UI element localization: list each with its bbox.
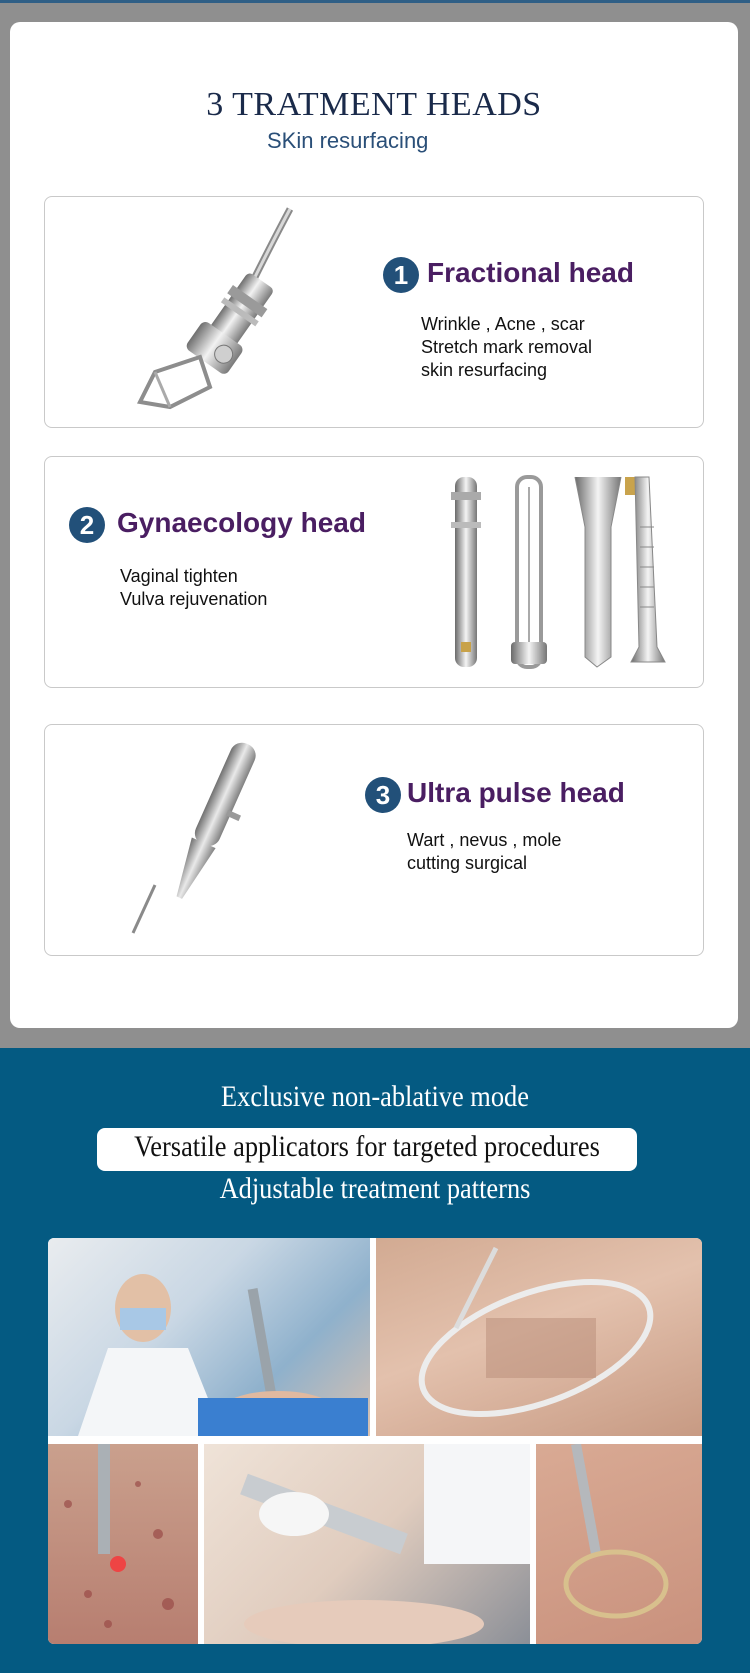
description-line: Vaginal tighten <box>120 566 238 586</box>
number-badge-3: 3 <box>365 777 401 813</box>
photo-gynaecology-procedure <box>204 1444 530 1644</box>
description-line: Stretch mark removal <box>421 337 593 357</box>
description-line: Vulva rejuvenation <box>120 589 268 609</box>
description-line: Wrinkle , Acne , scar <box>421 314 585 334</box>
gynaecology-head-title: Gynaecology head <box>117 507 366 538</box>
photo-ring-applicator-skin <box>536 1444 702 1644</box>
number-badge-1: 1 <box>383 257 419 293</box>
feature-line-2: Versatile applicators for targeted procedures <box>134 1130 600 1163</box>
ultra-pulse-head-card <box>44 724 704 956</box>
page-subtitle: SKin resurfacing <box>267 128 429 153</box>
fractional-head-title: Fractional head <box>427 257 634 288</box>
gynaecology-head-description <box>120 565 267 611</box>
top-accent-line <box>0 0 750 3</box>
photo-doctor-treatment <box>48 1238 370 1436</box>
treatment-photo-collage <box>48 1238 702 1644</box>
ultra-pulse-head-description <box>407 829 561 875</box>
treatment-heads-panel <box>10 22 738 1028</box>
gynaecology-head-card <box>44 456 704 688</box>
feature-line-3: Adjustable treatment patterns <box>219 1172 531 1205</box>
fractional-handpiece-image <box>115 207 305 417</box>
description-line: cutting surgical <box>407 853 528 873</box>
fractional-head-description <box>421 313 592 382</box>
page-title: 3 TRATMENT HEADS <box>206 86 542 123</box>
photo-skin-closeup-ring <box>376 1238 702 1436</box>
number-badge-2: 2 <box>69 507 105 543</box>
description-line: skin resurfacing <box>421 360 548 380</box>
photo-acne-treatment <box>48 1444 198 1644</box>
feature-line-1: Exclusive non-ablative mode <box>221 1080 529 1113</box>
gynaecology-handpieces-image <box>435 467 675 672</box>
fractional-head-card <box>44 196 704 428</box>
ultra-pulse-head-title: Ultra pulse head <box>407 777 625 808</box>
ultra-pulse-handpiece-image <box>115 735 295 945</box>
description-line: Wart , nevus , mole <box>407 830 562 850</box>
